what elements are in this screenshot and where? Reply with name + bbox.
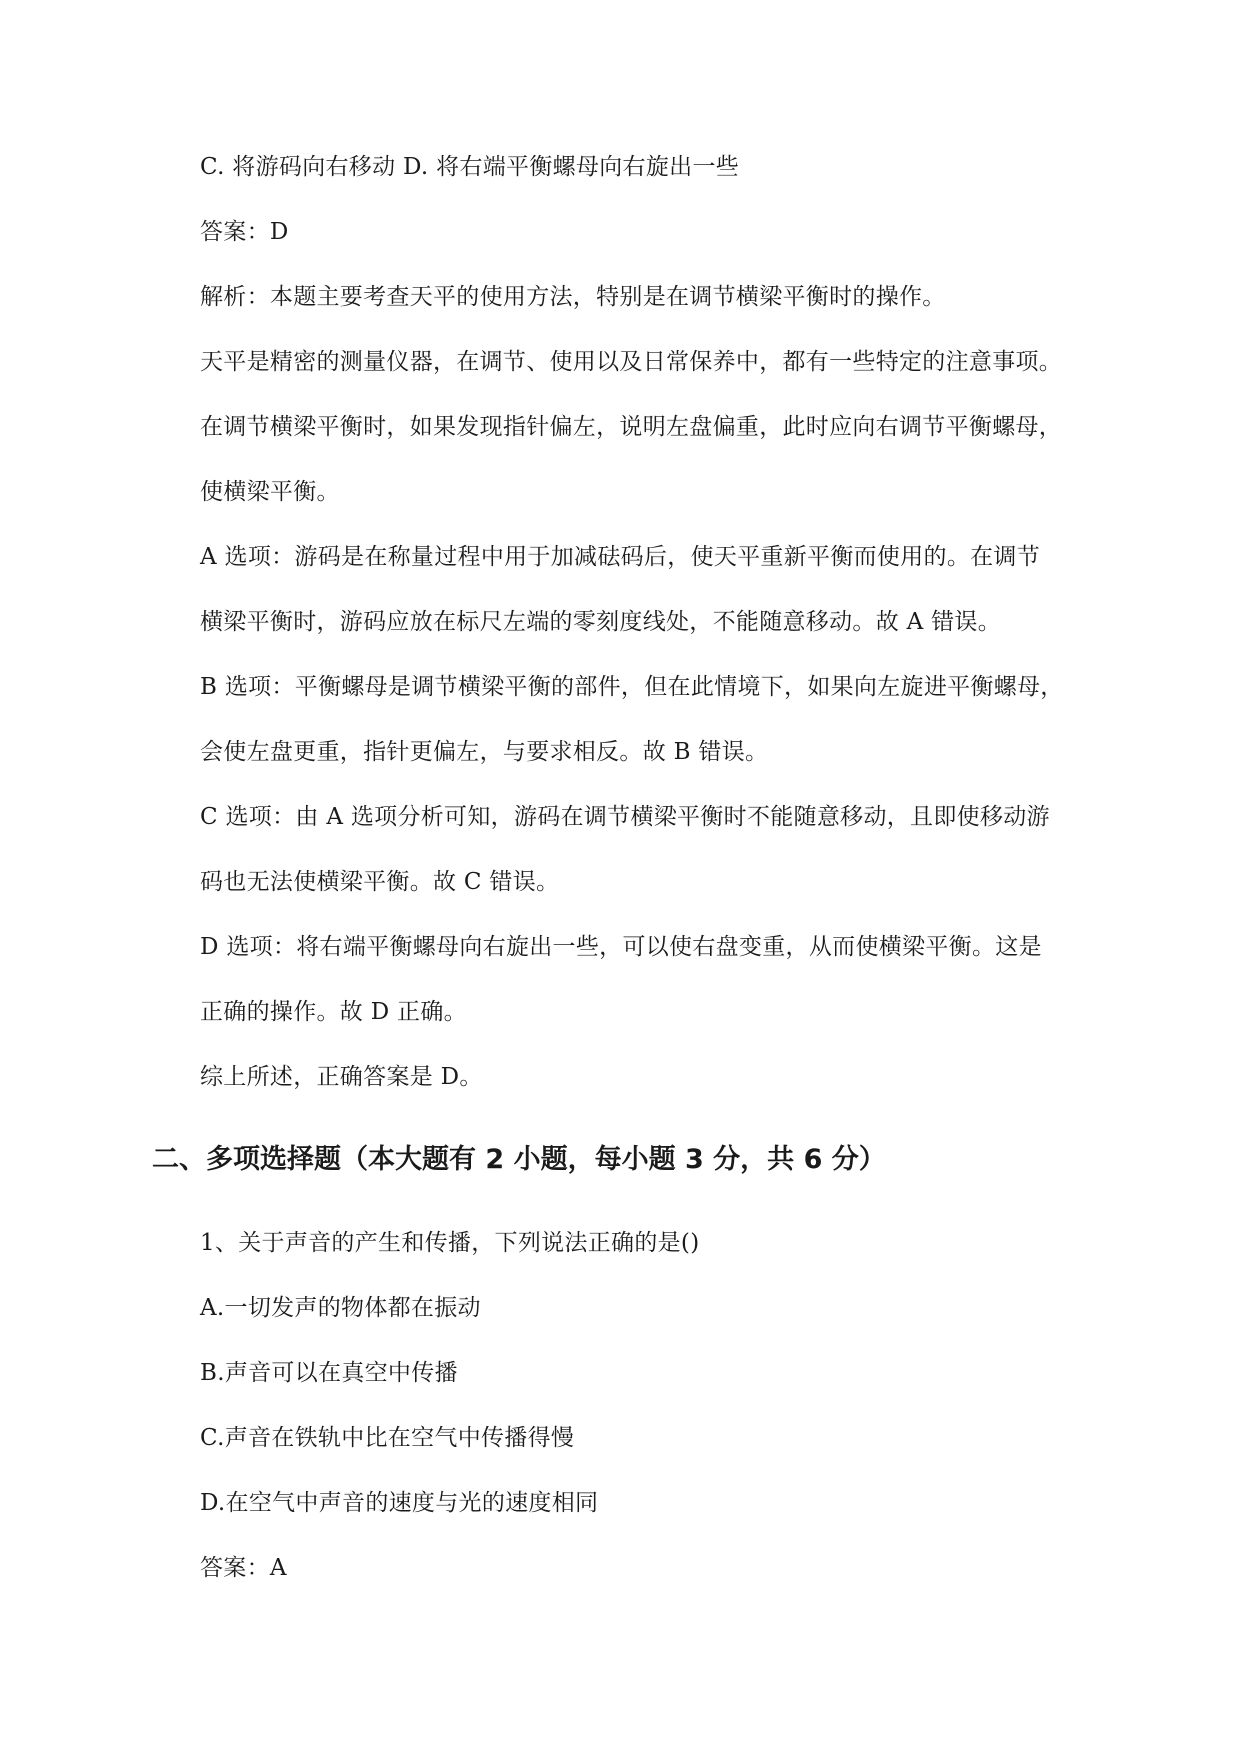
- analysis-paragraph-line: 在调节横梁平衡时，如果发现指针偏左，说明左盘偏重，此时应向右调节平衡螺母，: [200, 414, 1063, 440]
- analysis-paragraph-line: 使横梁平衡。: [200, 479, 340, 505]
- option-c-explanation: C 选项：由 A 选项分析可知，游码在调节横梁平衡时不能随意移动，且即使移动游: [200, 804, 1050, 830]
- option-a-explanation: A 选项：游码是在称量过程中用于加减砝码后，使天平重新平衡而使用的。在调节: [200, 544, 1041, 570]
- option-a-explanation: 横梁平衡时，游码应放在标尺左端的零刻度线处，不能随意移动。故 A 错误。: [200, 609, 1002, 635]
- option-b-explanation: B 选项：平衡螺母是调节横梁平衡的部件，但在此情境下，如果向左旋进平衡螺母，: [200, 674, 1064, 700]
- option-d-explanation: 正确的操作。故 D 正确。: [200, 999, 467, 1025]
- answer-line: 答案：D: [200, 219, 289, 245]
- option-c-explanation: 码也无法使横梁平衡。故 C 错误。: [200, 869, 560, 895]
- conclusion-line: 综上所述，正确答案是 D。: [200, 1064, 483, 1090]
- choice-b: B.声音可以在真空中传播: [200, 1360, 458, 1386]
- choice-c: C.声音在铁轨中比在空气中传播得慢: [200, 1425, 575, 1451]
- choice-a: A.一切发声的物体都在振动: [200, 1295, 481, 1321]
- question-answer: 答案：A: [200, 1555, 287, 1581]
- choice-d: D.在空气中声音的速度与光的速度相同: [200, 1490, 599, 1516]
- option-d-explanation: D 选项：将右端平衡螺母向右旋出一些，可以使右盘变重，从而使横梁平衡。这是: [200, 934, 1042, 960]
- option-b-explanation: 会使左盘更重，指针更偏左，与要求相反。故 B 错误。: [200, 739, 769, 765]
- question-text: 1、关于声音的产生和传播，下列说法正确的是(): [200, 1230, 700, 1256]
- analysis-paragraph-line: 天平是精密的测量仪器，在调节、使用以及日常保养中，都有一些特定的注意事项。: [200, 349, 1063, 375]
- analysis-intro: 解析：本题主要考查天平的使用方法，特别是在调节横梁平衡时的操作。: [200, 284, 946, 310]
- option-line-c-d: C. 将游码向右移动 D. 将右端平衡螺母向右旋出一些: [200, 154, 740, 180]
- section-heading: 二、多项选择题（本大题有 2 小题，每小题 3 分，共 6 分）: [152, 1144, 886, 1175]
